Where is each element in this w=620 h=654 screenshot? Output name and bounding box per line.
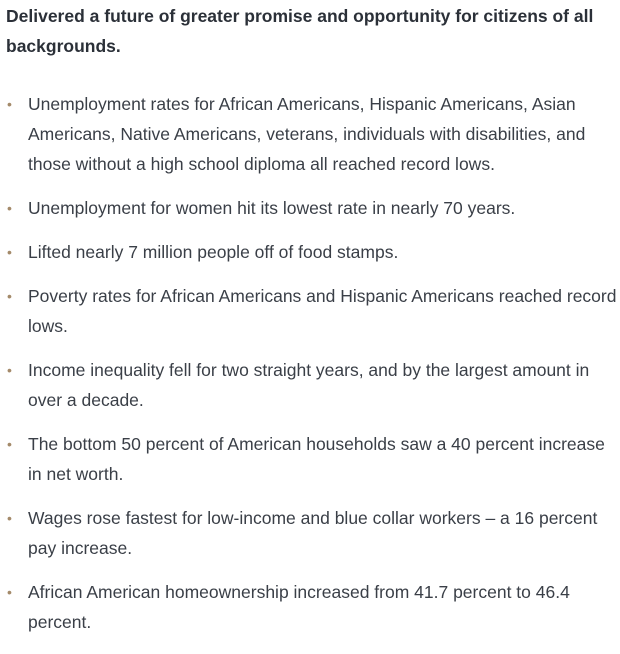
list-item-text: Unemployment for women hit its lowest rate in nearly 70 years. [28,198,516,218]
list-item [6,89,618,179]
list-item [6,355,618,415]
list-item [6,503,618,563]
bullet-icon: • [7,510,12,526]
list-item-text: Poverty rates for African Americans and Hispanic Americans reached record lows. [28,286,617,336]
bullet-icon: • [7,244,12,260]
section-heading: Delivered a future of greater promise and opportunity for citizens of all backgrounds. [6,6,594,56]
bullet-icon: • [7,436,12,452]
list-item [6,193,618,223]
list-item [6,237,618,267]
list-item-text: African American homeownership increased from 41.7 percent to 46.4 percent. [28,582,570,632]
bullet-icon: • [7,96,12,112]
list-item [6,577,618,637]
list-item-text: Lifted nearly 7 million people off of food stamps. [28,242,399,262]
bullet-icon: • [7,362,12,378]
list-item-text: The bottom 50 percent of American households saw a 40 percent increase in net worth. [28,434,605,484]
list-item-text: Wages rose fastest for low-income and blue collar workers – a 16 percent pay increase. [28,508,598,558]
list-item [6,429,618,489]
list-item-text: Unemployment rates for African Americans, Hispanic Americans, Asian Americans, Native Americans, veterans, individuals with disabilities, and those without a high school diploma all reached record lows. [28,94,586,174]
bullet-icon: • [7,584,12,600]
bullet-icon: • [7,200,12,216]
list-item-text: Income inequality fell for two straight years, and by the largest amount in over a decade. [28,360,590,410]
achievements-list [6,89,617,637]
list-item [6,281,618,341]
bullet-icon: • [7,288,12,304]
